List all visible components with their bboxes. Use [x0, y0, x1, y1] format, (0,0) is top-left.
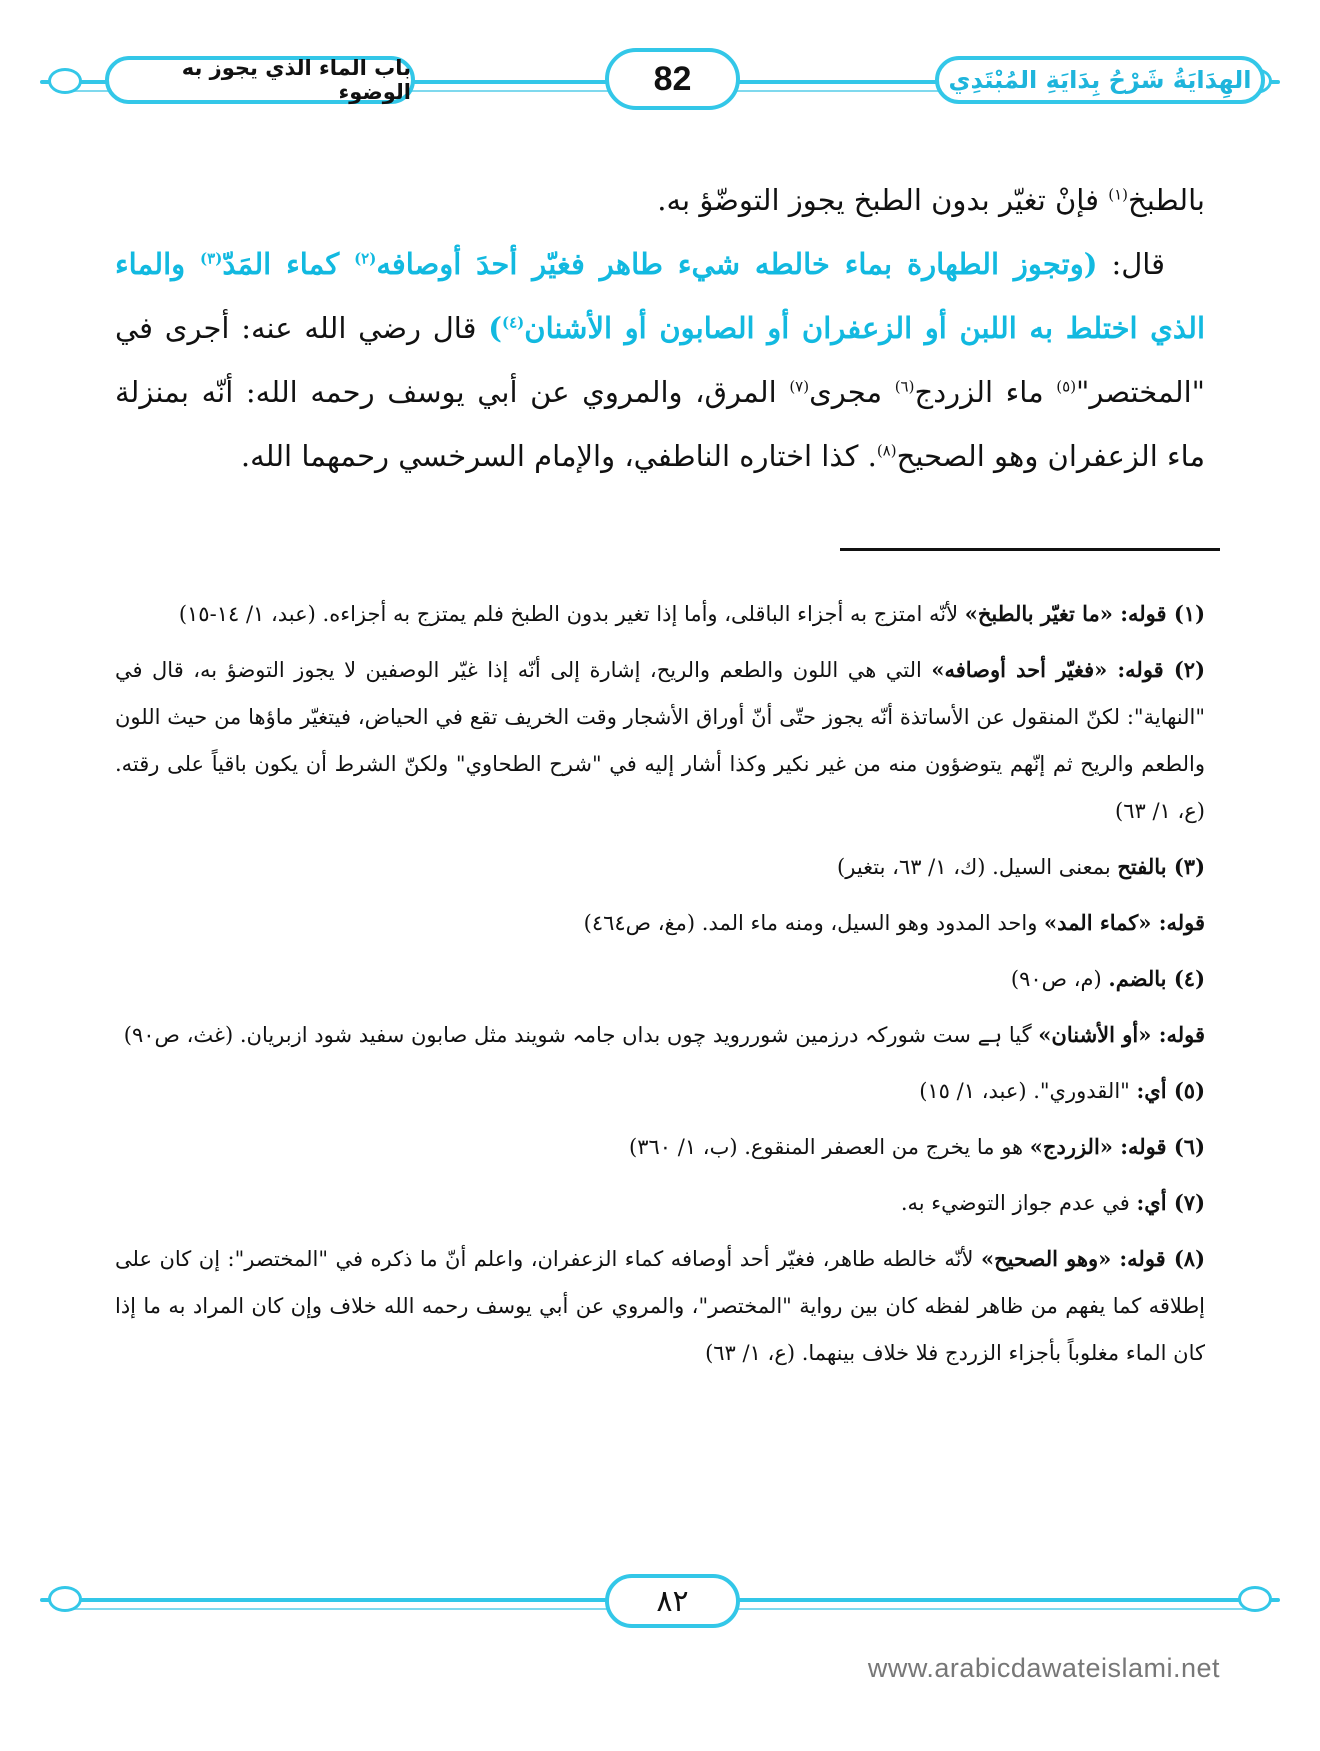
footnote-7: [115, 1179, 1205, 1227]
footnote-ref: (٦): [894, 377, 915, 396]
footnote-ref: (٤): [501, 313, 525, 332]
main-paragraph-2: [115, 232, 1205, 488]
footnotes: [115, 590, 1205, 1385]
footnote-ref: (٣): [200, 249, 223, 268]
footnote-lead: (٧) أي:: [1136, 1190, 1205, 1215]
footnote-1: [115, 590, 1205, 638]
footnote-ref: (٨): [876, 441, 897, 460]
matn-text: والماء الذي اختلط به اللبن أو الزعفران أو الصابون أو الأشنان: [115, 247, 1205, 345]
text-run: قال رضي الله عنه: أجرى في "المختصر": [115, 311, 1206, 409]
footer-page-number: ٨٢: [656, 1583, 689, 1619]
footnote-3: [115, 843, 1205, 891]
footnote-text: التي هي اللون والطعم والريح، إشارة إلى أنّه إذا غيّر الوصفين لا يجوز التوضؤ به، قال في "النهاية": لكنّ المنقول عن الأساتذة أنّه يجوز حتّى أنّ أوراق الأشجار وقت الخريف تقع في الحياض، فيتغيّر ماؤها من حيث اللون والطعم والريح ثم إنّهم يتوضؤون منه من غير نكير وكذا أشار إليه في "شرح الطحاوي" ولكنّ الشرط أن يكون باقياً على رقته. (ع، ١/ ٦٣): [115, 658, 1205, 823]
ornament-icon: [1238, 1586, 1272, 1612]
footnote-lead: (١) قوله: «ما تغيّر بالطبخ»: [964, 601, 1205, 626]
footnote-lead: (٤) بالضم.: [1108, 966, 1205, 991]
footnote-text: "القدوري". (عبد، ١/ ١٥): [919, 1079, 1137, 1103]
text-run: ماء الزردج: [914, 375, 1057, 409]
matn-text: (وتجوز الطهارة بماء خالطه شيء طاهر فغيّر أحدَ أوصافه: [376, 247, 1098, 281]
footnote-lead: قوله: «أو الأشنان»: [1038, 1022, 1205, 1047]
footnote-text: هو ما يخرج من العصفر المنقوع. (ب، ١/ ٣٦٠): [629, 1135, 1030, 1159]
text-run: مجرى: [809, 375, 895, 409]
chapter-title: باب الماء الذي يجوز به الوضوء: [181, 56, 411, 104]
main-text: [115, 168, 1205, 488]
text-run: قال:: [1097, 247, 1165, 281]
footnote-5: [115, 1067, 1205, 1115]
footnote-lead: (٥) أي:: [1136, 1078, 1205, 1103]
footnote-ref: (٢): [354, 249, 377, 268]
footnote-text: واحد المدود وهو السيل، ومنه ماء المد. (مغ، ص٤٦٤): [583, 911, 1045, 935]
text-run: بالطبخ: [1127, 183, 1205, 217]
footnote-3b: [115, 899, 1205, 947]
footnote-text: گیا ہے ست شورکہ درزمین شورروید چوں بداں جامہ شویند مثل صابون سفید شود ازبریان. (غث، ص٩٠): [123, 1023, 1039, 1047]
book-title: الهِدَايَةُ شَرْحُ بِدَايَةِ المُبْتَدِي: [948, 66, 1252, 94]
footnote-lead: (٦) قوله: «الزردج»: [1029, 1134, 1205, 1159]
matn-text: ): [488, 311, 502, 345]
footnote-text: لأنّه خالطه طاهر، فغيّر أحد أوصافه كماء الزعفران، واعلم أنّ ما ذكره في "المختصر": إن كان على إطلاقه كما يفهم من ظاهر لفظه كان بين رواية "المختصر"، والمروي عن أبي يوسف رحمه الله خلاف وإن كان المراد به ما إذا كان الماء مغلوباً بأجزاء الزردج فلا خلاف بينهما. (ع، ١/ ٦٣): [115, 1247, 1205, 1365]
ornament-icon: [48, 68, 82, 94]
matn-text: كماء المَدّ: [222, 247, 355, 281]
footnote-lead: (٢) قوله: «فغيّر أحد أوصافه»: [931, 657, 1205, 682]
footnote-2: [115, 646, 1205, 835]
footnote-separator: [840, 548, 1220, 551]
footnote-lead: (٨) قوله: «وهو الصحيح»: [980, 1246, 1205, 1271]
text-run: . كذا اختاره الناطفي، والإمام السرخسي رحمهما الله.: [240, 439, 877, 473]
main-paragraph-1: [115, 168, 1205, 232]
page-footer: [40, 1568, 1280, 1638]
book-title-cartouche: [935, 56, 1265, 104]
footer-page-number-cartouche: [605, 1574, 740, 1628]
footnote-4b: [115, 1011, 1205, 1059]
footnote-4: [115, 955, 1205, 1003]
footnote-lead: قوله: «كماء المد»: [1044, 910, 1205, 935]
footnote-ref: (١): [1108, 185, 1128, 204]
page-number-cartouche: [605, 48, 740, 110]
chapter-title-cartouche: [105, 56, 415, 104]
page-number: 82: [653, 59, 692, 98]
footnote-text: (م، ص٩٠): [1010, 967, 1109, 991]
footnote-text: بمعنى السيل. (ك، ١/ ٦٣، بتغير): [837, 855, 1118, 879]
page-header: [40, 42, 1280, 122]
footnote-text: لأنّه امتزج به أجزاء الباقلى، وأما إذا تغير بدون الطبخ فلم يمتزج به أجزاءه. (عبد، ١/ ١٤-١٥): [178, 602, 965, 626]
website-url: www.arabicdawateislami.net: [867, 1653, 1220, 1683]
text-run: فإنْ تغيّر بدون الطبخ يجوز التوضّؤ به.: [657, 183, 1109, 217]
footnote-8: [115, 1235, 1205, 1377]
footnote-text: في عدم جواز التوضيء به.: [900, 1191, 1137, 1215]
footnote-ref: (٥): [1056, 377, 1077, 396]
footnote-lead: (٣) بالفتح: [1117, 854, 1205, 879]
ornament-icon: [48, 1586, 82, 1612]
footnote-ref: (٧): [789, 377, 810, 396]
text-run: المرق، والمروي عن أبي يوسف رحمه الله: أنّه بمنزلة ماء الزعفران وهو الصحيح: [115, 375, 1205, 473]
footnote-6: [115, 1123, 1205, 1171]
